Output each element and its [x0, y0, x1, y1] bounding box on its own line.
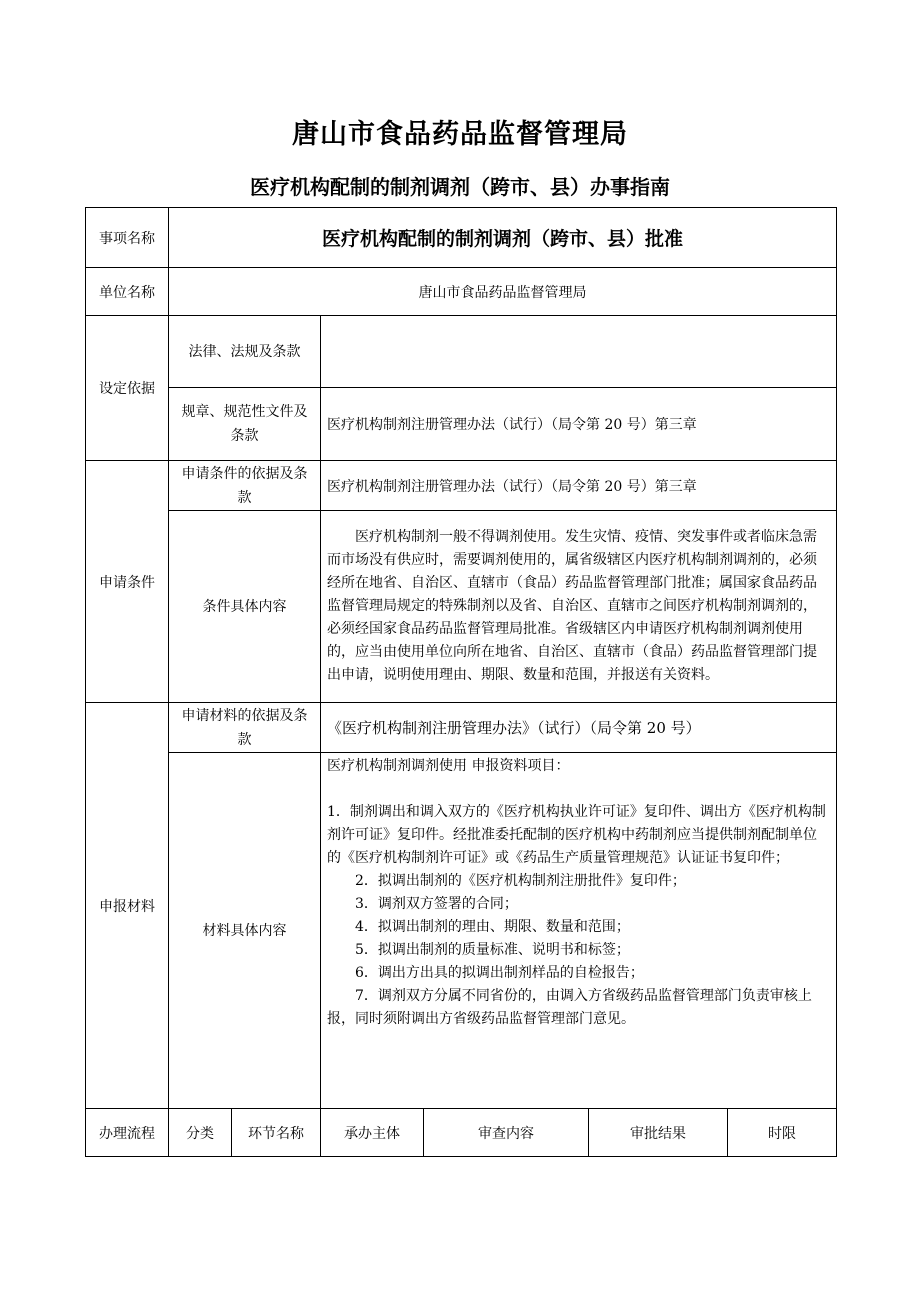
- basis-law-value: [321, 316, 837, 388]
- conditions-detail-label: 条件具体内容: [169, 511, 321, 703]
- conditions-label: 申请条件: [86, 461, 169, 703]
- materials-item-7: 7．调剂双方分属不同省份的，由调入方省级药品监督管理部门负责审核上报，同时须附调出方省级药品监督管理部门意见。: [327, 988, 812, 1027]
- materials-item-5: 5．拟调出制剂的质量标准、说明书和标签；: [355, 942, 630, 958]
- spacer: [327, 778, 830, 801]
- row-materials-detail: [86, 753, 837, 1109]
- basis-law-label: 法律、法规及条款: [169, 316, 321, 388]
- item-name-value: 医疗机构配制的制剂调剂（跨市、县）批准: [169, 208, 837, 268]
- materials-detail-label: 材料具体内容: [169, 753, 321, 1109]
- row-item-name: [86, 208, 837, 268]
- process-col-step: 环节名称: [232, 1109, 321, 1157]
- materials-basis-value: 《医疗机构制剂注册管理办法》（试行）（局令第 20 号）: [321, 703, 837, 753]
- process-label: 办理流程: [86, 1109, 169, 1157]
- materials-basis-label: 申请材料的依据及条款: [169, 703, 321, 753]
- item-name-label: 事项名称: [86, 208, 169, 268]
- unit-name-value: 唐山市食品药品监督管理局: [169, 268, 837, 316]
- materials-label: 申报材料: [86, 703, 169, 1109]
- page-title: 唐山市食品药品监督管理局: [292, 119, 628, 150]
- conditions-detail-text: 医疗机构制剂一般不得调剂使用。发生灾情、疫情、突发事件或者临床急需而市场没有供应时，需要调剂使用的，属省级辖区内医疗机构制剂调剂的，必须经所在地省、自治区、直辖市（食品）药品监督管理部门批准；属国家食品药品监督管理局规定的特殊制剂以及省、自治区、直辖市之间医疗机构制剂调剂的，必须经国家食品药品监督管理局批准。省级辖区内申请医疗机构制剂调剂使用的，应当由使用单位向所在地省、自治区、直辖市（食品）药品监督管理部门提出申请，说明使用理由、期限、数量和范围，并报送有关资料。: [321, 511, 837, 703]
- materials-item-3: 3．调剂双方签署的合同；: [355, 896, 518, 912]
- row-conditions-basis: [86, 461, 837, 511]
- basis-rules-label: 规章、规范性文件及条款: [169, 388, 321, 461]
- basis-label: 设定依据: [86, 316, 169, 461]
- process-col-result: 审批结果: [589, 1109, 728, 1157]
- process-col-deadline: 时限: [728, 1109, 837, 1157]
- process-col-review: 审查内容: [424, 1109, 589, 1157]
- conditions-basis-label: 申请条件的依据及条款: [169, 461, 321, 511]
- unit-name-label: 单位名称: [86, 268, 169, 316]
- materials-intro: 医疗机构制剂调剂使用 申报资料项目：: [327, 758, 570, 774]
- materials-item-1: 1．制剂调出和调入双方的《医疗机构执业许可证》复印件、调出方《医疗机构制剂许可证》复印件。经批准委托配制的医疗机构中药制剂应当提供制剂配制单位的《医疗机构制剂许可证》或《药品生产质量管理规范》认证证书复印件；: [327, 804, 826, 866]
- row-basis-rules: [86, 388, 837, 461]
- row-unit-name: [86, 268, 837, 316]
- conditions-basis-value: 医疗机构制剂注册管理办法（试行）（局令第 20 号）第三章: [321, 461, 837, 511]
- row-process: [86, 1109, 837, 1157]
- materials-item-2: 2．拟调出制剂的《医疗机构制剂注册批件》复印件；: [355, 873, 686, 889]
- row-conditions-detail: [86, 511, 837, 703]
- guide-table: [85, 207, 837, 1157]
- basis-rules-value: 医疗机构制剂注册管理办法（试行）（局令第 20 号）第三章: [321, 388, 837, 461]
- process-col-category: 分类: [169, 1109, 232, 1157]
- materials-item-4: 4．拟调出制剂的理由、期限、数量和范围；: [355, 919, 630, 935]
- materials-item-6: 6．调出方出具的拟调出制剂样品的自检报告；: [355, 965, 644, 981]
- process-col-handler: 承办主体: [321, 1109, 424, 1157]
- row-basis-law: [86, 316, 837, 388]
- page-subtitle: 医疗机构配制的制剂调剂（跨市、县）办事指南: [250, 175, 670, 199]
- row-materials-basis: [86, 703, 837, 753]
- materials-detail-content: [321, 753, 837, 1109]
